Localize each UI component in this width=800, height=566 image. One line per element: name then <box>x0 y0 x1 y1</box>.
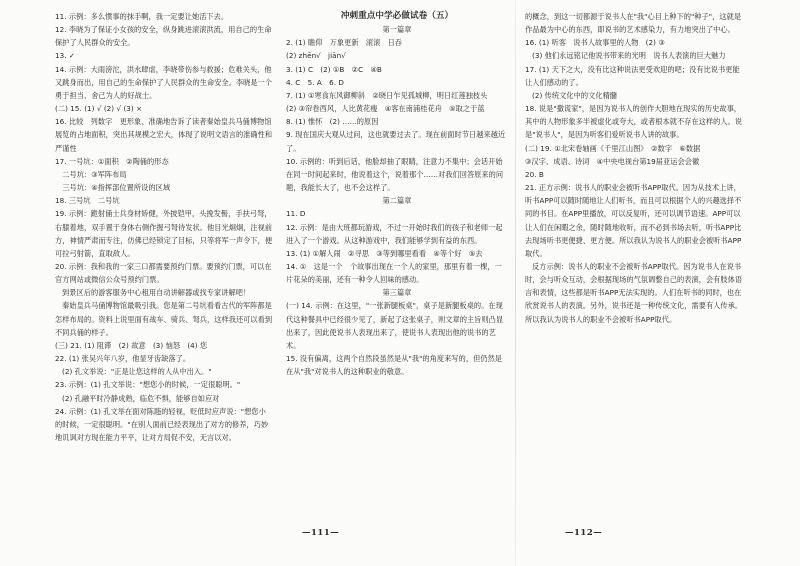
answer-line: 8. (1) 惟怀 (2) ……的原因 <box>286 117 379 127</box>
answer-line: 到景区后的游客服务中心租用自动讲解器或找专家讲解吧！ <box>62 288 251 298</box>
answer-line: 16. (1) 听客 说书人故事里的人物 (2) ③ <box>525 38 665 48</box>
answer-line: 10. 示例的：听到后话，他脸却抽了眼睛，注意力不集中；会话开始在同一时间起来时，他说着这个，说着那个……对我们回答原来的问题，我能长大了，也不会这样了。 <box>286 156 504 193</box>
answer-line: (2) 孔融平时冷静成熟，临危不惧，能够自如应对 <box>62 393 220 403</box>
answer-line: 15. 没有偏离，这两个自然段虽然是从"我"的角度来写的，但仍然是在从"我"对说书人的这种职业的敬意。 <box>286 354 503 377</box>
answer-line: (2) zhēn√ jiān√ <box>286 51 346 61</box>
answer-line: (一) 14. 示例：在这里，"一张新腿板桌"，桌子是新腿板桌的。在现代这种餐具中已经很少见了，新起了这张桌子，则文章的主旨则凸显出来了，因此使说书人表现出来了，使说书人表现出他的说书的艺术。 <box>286 301 504 350</box>
answer-line: 14. 示例：大雨滂沱，洪水肆虐，李晓带伤参与救援；危难关头，他又跳身而出，用自己的生命保护了人民群众的生命安全。李晓是一个勇于担当、舍己为人的好战士。 <box>55 64 273 100</box>
answer-line: 9. 现在国庆大观从过问，这也就要过去了。现在前面时节日越来越近了。 <box>286 130 506 153</box>
answer-line: 二号坑：③军阵布局 <box>55 169 127 179</box>
answer-line: 秦始皇兵马俑博物馆最吸引我。您是第二号坑看看古代的军阵都是怎样布局的。资料上说里面有战车、骑兵、弩兵，这样我还可以看到不同兵俑的样子。 <box>55 301 273 337</box>
answer-line: (2) 传统文化中的文化精髓 <box>532 90 618 100</box>
middle-column <box>286 10 508 378</box>
answer-line: 18. 三号坑 二号坑 <box>55 196 120 206</box>
answer-line: 23. 示例：(1) 孔文举说："想您小的时候，一定很聪明。" <box>55 380 241 390</box>
answer-line: 24. 示例：(1) 孔文举在面对陈韪的轻视，贬低时应声说："想您小的时候，一定很聪明。"在别人面前已经表现出了对方的修养，巧妙地讥讽对方现在能力平平，让对方局促不安，无言以对。 <box>55 406 269 442</box>
answer-line: 的概念，到这一切都源于说书人在"我"心目上种下的"种子"，这就是作品最为中心的东西，即说书的艺术感染力，有力地突出了中心。 <box>525 12 742 35</box>
answer-line: (二) 19. ①北宋卷轴画《千里江山图》 ②数字 ⑥数据 <box>525 143 701 153</box>
answer-line: 12. 示例：是由大班都玩游戏，不过一开始时我们的孩子和老师一起进入了一个游戏。从这种游戏中，我们能够学到有益的东西。 <box>286 222 503 245</box>
answer-line: 14. ① 这是一个 个故事出现在一个人的家里，那里有着一棵，一片花朵的美丽，还有一种令人回味的感动。 <box>286 261 502 285</box>
answer-line: 20. B <box>525 169 544 179</box>
answer-line: 12. 李晓为了保证小女孩的安全，纵身跳进滚滚洪流，用自己的生命保护了人民群众的安全。 <box>55 25 272 48</box>
section-heading: 第二篇章 <box>382 196 412 206</box>
answer-line: 4. C 5. A 6. D <box>286 77 344 87</box>
answer-line: 7. (1) ①寒食东风御柳斜 ②晓日乍见孤城柳，明日红莲独枝头 <box>286 90 488 100</box>
answer-line: (2) 孔文举说："正是让您这样的人从中出入。" <box>62 367 212 377</box>
answer-line: 反方示例：说书人的职业不会被听书APP取代。因为说书人在说书时，会与听众互动，会根据现场的气氛调整自己的表演，会有肢体语言和表情，这些都是听书APP无法实现的。人们在听书的同时，也在欣赏说书人的表演。另外，说书还是一种传统文化，需要有人传承。所以我认为说书人的职业不会被听书APP取代。 <box>525 261 743 324</box>
exam-title: 冲刺重点中学必做试卷（五） <box>340 11 454 21</box>
page-number-left: —111— <box>302 528 340 538</box>
answer-line: ③汉字、成语、诗词 ④中央电视台第19届亚运会会徽 <box>525 156 700 166</box>
answer-line: 18. 说是"撒谎家"，是因为说书人的创作大胆地在现实的历史故事，其中的人物形象多半被虚化或夸大，或者根本就不存在这样的人。说是"说书人"，是因为听客们爱听说书人讲的故事。 <box>525 104 743 140</box>
answer-line: (二) 15. (1) √ (2) √ (3) × <box>55 104 143 114</box>
page-number-right: —112— <box>565 528 603 538</box>
page-fold <box>515 0 516 566</box>
answer-line: 19. 示例：跪射俑士兵身材矫健，外披铠甲，头挽发髻，手扶弓弩，右膝着地，双手置于身体右侧作握弓弩待发状。他目光炯炯，注视前方，神情严肃而专注，仿佛已经锁定了目标，只等将军一声令下，便可拉弓射箭，直取敌人。 <box>55 209 273 258</box>
section-heading: 第一篇章 <box>382 25 412 35</box>
answer-line: (三) 21. (1) 阻滞 (2) 故意 (3) 恼怒 (4) 您 <box>55 340 208 350</box>
answer-line: 21. 正方示例：说书人的职业会被听书APP取代。因为从技术上讲，听书APP可以随时随地让人们听书，而且可以根据个人的兴趣选择不同的书目。在APP里播放，可以反复听，还可以调节语速。APP可以让人们在闲暇之余，随时随地收听，而不必到书场去听，听书APP比去现场听书更便捷、更方便。所以我认为说书人的职业会被听书APP取代。 <box>525 183 742 258</box>
answer-line: 13. ✓ <box>55 51 75 61</box>
answer-line: 2. (1) 瞻仰 万象更新 滚滚 日吞 <box>286 38 403 48</box>
answer-line: 17. 一号坑：①面积 ②陶俑的形态 <box>55 156 169 166</box>
answer-line: 11. 示例：多么惯事的抹手啊，我一定要让她活下去。 <box>55 12 229 21</box>
answer-line: 17. (1) 天下之大，没有比这种说法更受欢迎的吧；没有比说书更能让人们感动的了。 <box>525 64 740 87</box>
left-column <box>55 10 273 444</box>
answer-line: 13. (1) ①解人闹 ②寻思 ③等到哪里看看 ④等个好 ⑤去 <box>286 248 483 258</box>
answer-line: 三号坑：④指挥部位置所设的区域 <box>55 183 171 193</box>
answer-line: 20. 示例：我和我的一家三口都需要预约门票。要预约门票，可以在官方网站或微信公众号预约门票。 <box>55 261 272 285</box>
answer-line: (3) 他们永远铭记他说书带来的光明 说书人表演的巨大魅力 <box>532 51 726 61</box>
section-heading: 第三篇章 <box>382 288 412 298</box>
answer-line: 11. D <box>286 209 306 219</box>
answer-line: 22. (1) 张吴兴年八岁，他显牙齿缺落了。 <box>55 354 191 364</box>
answer-line: 16. 比较 列数字 更形象、准确地告诉了读者秦始皇兵马俑博物馆展览的占地面积，突出其规模之宏大，体现了说明文语言的准确性和严谨性 <box>55 117 273 153</box>
right-column <box>525 10 743 326</box>
answer-line: 3. (1) C (2) ①B ②C ④B <box>286 64 382 74</box>
answer-line: (2) ③帘卷西风，人比黄花瘦 ④客在南浦桂花舟 ⑤取之于蓝 <box>286 104 485 114</box>
